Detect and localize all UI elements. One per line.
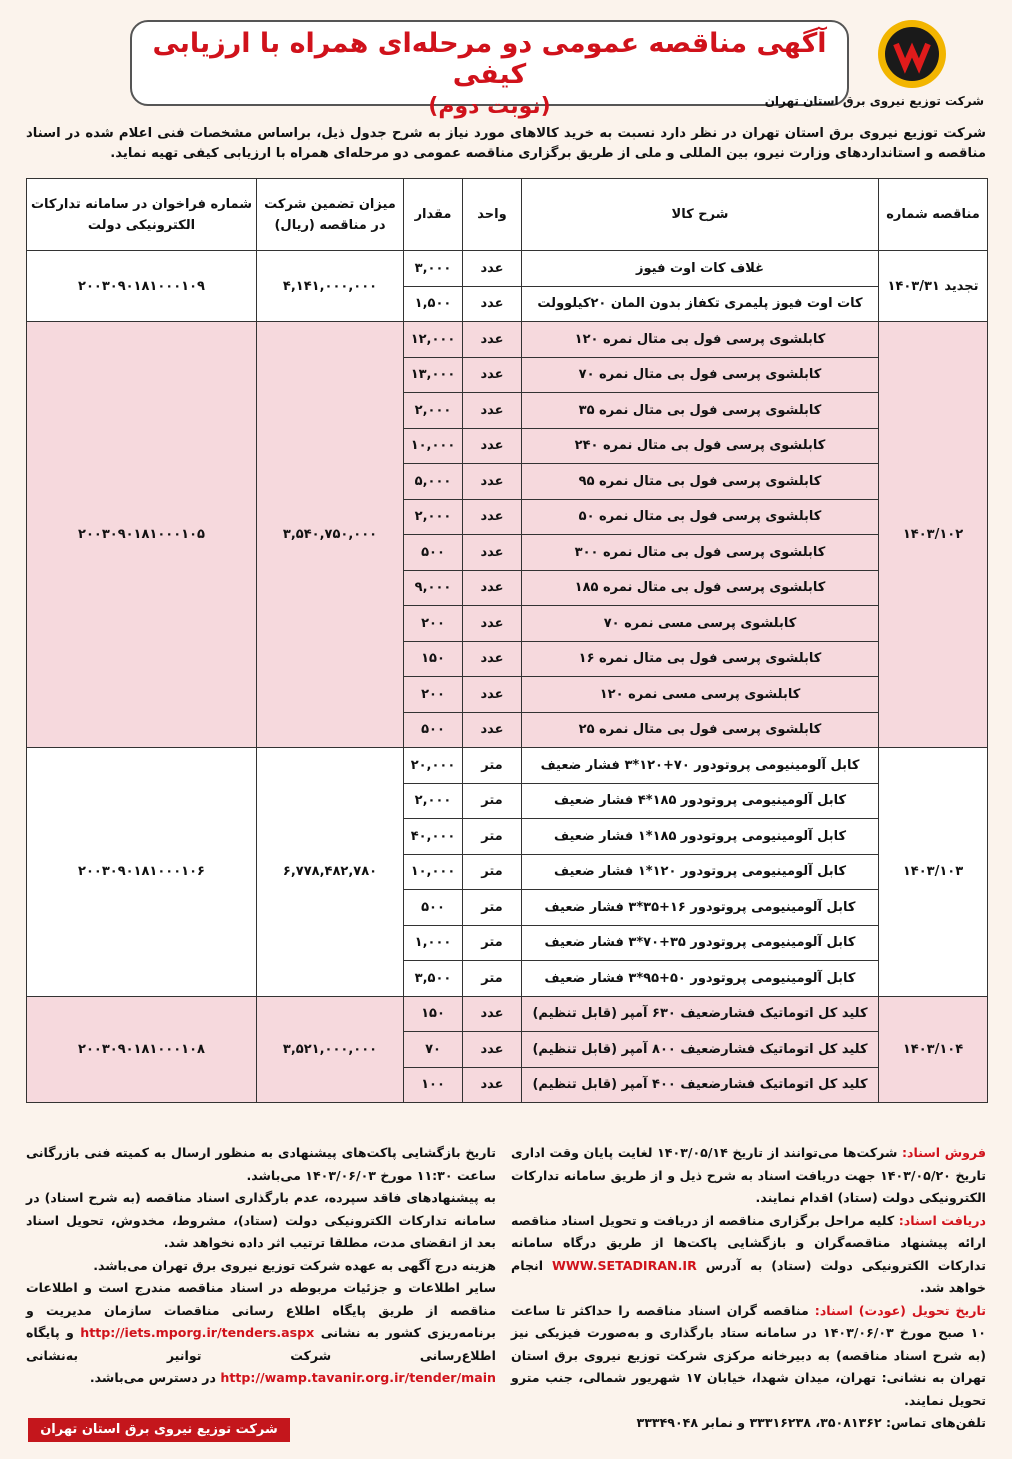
item-description: کابل آلومینیومی پروتودور ۳۵+۷۰*۳ فشار ضعیف (522, 925, 879, 961)
iets-link[interactable]: http://iets.mporg.ir/tenders.aspx (80, 1325, 315, 1340)
table-row (27, 322, 988, 358)
table-row (27, 748, 988, 784)
item-unit: متر (463, 890, 522, 926)
item-description: کابل آلومینیومی پروتودور ۱۲۰*۱ فشار ضعیف (522, 854, 879, 890)
delivery-text: مناقصه گران اسناد مناقصه را حداکثر تا ساعت ۱۰ صبح مورخ ۱۴۰۳/۰۶/۰۳ در سامانه ستاد بارگذاری و به‌صورت فیزیکی نیز (به شرح اسناد مناقصه) به دبیرخانه مرکزی شرکت توزیع نیروی برق استان تهران به نشانی: تهران، میدان شهدا، خیابان ۱۷ شهریور شمالی، جنب مترو تحویل نمایند. (511, 1302, 986, 1408)
more-info-text: سایر اطلاعات و جزئیات مربوطه در اسناد مناقصه مندرج است و اطلاعات مناقصه از طریق پایگاه اطلاع رسانی مناقصات سازمان مدیریت و برنامه‌ریزی کشور به نشانی (26, 1280, 496, 1340)
sale-label: فروش اسناد: (902, 1145, 987, 1160)
item-unit: متر (463, 783, 522, 819)
item-quantity: ۵۰۰ (404, 890, 463, 926)
footer-company-bar: شرکت توزیع نیروی برق استان تهران (28, 1418, 290, 1442)
item-description: کابل آلومینیومی پروتودور ۷۰+۱۲۰*۳ فشار ضعیف (522, 748, 879, 784)
call-number: ۲۰۰۳۰۹۰۱۸۱۰۰۰۱۰۹ (27, 251, 257, 322)
item-description: کابلشوی پرسی فول بی متال نمره ۱۲۰ (522, 322, 879, 358)
documents-info (511, 1142, 986, 1435)
phone-text: تلفن‌های تماس: ۳۵۰۸۱۳۶۲، ۳۳۳۱۶۲۳۸ و نمابر ۳۳۳۴۹۰۴۸ (636, 1415, 986, 1430)
item-description: کابل آلومینیومی پروتودور ۱۶+۳۵*۳ فشار ضعیف (522, 890, 879, 926)
item-quantity: ۱۳,۰۰۰ (404, 357, 463, 393)
item-quantity: ۵,۰۰۰ (404, 464, 463, 500)
item-quantity: ۱,۵۰۰ (404, 286, 463, 322)
guarantee-amount: ۳,۵۴۰,۷۵۰,۰۰۰ (257, 322, 404, 748)
receive-label: دریافت اسناد: (898, 1212, 986, 1228)
item-quantity: ۲۰۰ (404, 677, 463, 713)
item-quantity: ۴۰,۰۰۰ (404, 819, 463, 855)
guarantee-amount: ۶,۷۷۸,۴۸۲,۷۸۰ (257, 748, 404, 997)
rejection-text: به پیشنهادهای فاقد سپرده، عدم بارگذاری اسناد مناقصه (به شرح اسناد) در سامانه تدارکات الکترونیکی دولت (ستاد)، مشروط، مخدوش، تحویل اسناد بعد از انقضای مدت، مطلقا ترتیب اثر داده نخواهد شد. (26, 1190, 496, 1250)
page-title: آگهی مناقصه عمومی دو مرحله‌ای همراه با ارزیابی کیفی (152, 28, 827, 90)
item-description: کابل آلومینیومی پروتودور ۱۸۵*۱ فشار ضعیف (522, 819, 879, 855)
item-description: کابل آلومینیومی پروتودور ۱۸۵*۴ فشار ضعیف (522, 783, 879, 819)
item-description: کلید کل اتوماتیک فشارضعیف ۴۰۰ آمپر (قابل تنظیم) (522, 1067, 879, 1103)
item-unit: عدد (463, 322, 522, 358)
cost-text: هزینه درج آگهی به عهده شرکت توزیع نیروی برق تهران می‌باشد. (93, 1257, 496, 1273)
item-description: کابل آلومینیومی پروتودور ۵۰+۹۵*۳ فشار ضعیف (522, 961, 879, 997)
tavanir-link[interactable]: http://wamp.tavanir.org.ir/tender/main (220, 1370, 496, 1385)
item-unit: عدد (463, 677, 522, 713)
setad-link[interactable]: WWW.SETADIRAN.IR (552, 1257, 697, 1273)
item-quantity: ۵۰۰ (404, 712, 463, 748)
table-row (27, 251, 988, 287)
item-description: کلید کل اتوماتیک فشارضعیف ۸۰۰ آمپر (قابل تنظیم) (522, 1032, 879, 1068)
receive-end: انجام خواهد شد. (511, 1257, 986, 1295)
page-subtitle: (نوبت دوم) (428, 94, 551, 119)
call-number: ۲۰۰۳۰۹۰۱۸۱۰۰۰۱۰۵ (27, 322, 257, 748)
item-unit: عدد (463, 251, 522, 287)
tender-number: ۱۴۰۳/۱۰۳ (879, 748, 988, 997)
item-description: کابلشوی پرسی فول بی متال نمره ۲۵ (522, 712, 879, 748)
item-unit: عدد (463, 1067, 522, 1103)
item-description: کابلشوی پرسی مسی نمره ۷۰ (522, 606, 879, 642)
tender-table (26, 178, 988, 1103)
col-quantity: مقدار (404, 179, 463, 251)
item-quantity: ۷۰ (404, 1032, 463, 1068)
opening-info (26, 1142, 496, 1390)
item-quantity: ۱۲,۰۰۰ (404, 322, 463, 358)
item-quantity: ۱۰,۰۰۰ (404, 428, 463, 464)
tender-number: ۱۴۰۳/۱۰۴ (879, 996, 988, 1103)
item-unit: متر (463, 854, 522, 890)
item-quantity: ۵۰۰ (404, 535, 463, 571)
item-quantity: ۲,۰۰۰ (404, 499, 463, 535)
item-unit: عدد (463, 712, 522, 748)
item-quantity: ۱,۰۰۰ (404, 925, 463, 961)
guarantee-amount: ۴,۱۴۱,۰۰۰,۰۰۰ (257, 251, 404, 322)
item-unit: عدد (463, 428, 522, 464)
item-description: کابلشوی پرسی فول بی متال نمره ۵۰ (522, 499, 879, 535)
item-description: کابلشوی پرسی فول بی متال نمره ۷۰ (522, 357, 879, 393)
item-quantity: ۲,۰۰۰ (404, 783, 463, 819)
item-unit: عدد (463, 357, 522, 393)
item-description: کابلشوی پرسی مسی نمره ۱۲۰ (522, 677, 879, 713)
item-unit: عدد (463, 535, 522, 571)
delivery-label: تاریخ تحویل (عودت) اسناد: (814, 1302, 986, 1318)
sale-text: شرکت‌ها می‌توانند از تاریخ ۱۴۰۳/۰۵/۱۴ لغایت پایان وقت اداری تاریخ ۱۴۰۳/۰۵/۲۰ جهت دریافت اسناد به شرح ذیل و از طریق سامانه تدارکات الکترونیکی دولت (ستاد) اقدام نمایند. (511, 1145, 986, 1205)
item-description: غلاف کات اوت فیوز (522, 251, 879, 287)
col-call-no: شماره فراخوان در سامانه تدارکات الکترونیکی دولت (27, 179, 257, 251)
item-quantity: ۲۰۰ (404, 606, 463, 642)
item-unit: عدد (463, 464, 522, 500)
receive-text: کلیه مراحل برگزاری مناقصه از دریافت و تحویل اسناد مناقصه ارائه پیشنهاد مناقصه‌گران و بازگشایی پاکت‌ها از طریق درگاه سامانه تدارکات الکترونیکی دولت (ستاد) به آدرس (511, 1212, 986, 1273)
item-description: کابلشوی پرسی فول بی متال نمره ۳۵ (522, 393, 879, 429)
item-unit: عدد (463, 499, 522, 535)
available-text: در دسترس می‌باشد. (89, 1370, 216, 1385)
item-quantity: ۱۰۰ (404, 1067, 463, 1103)
item-unit: عدد (463, 606, 522, 642)
item-unit: متر (463, 819, 522, 855)
item-quantity: ۱۰,۰۰۰ (404, 854, 463, 890)
tender-number: ۱۴۰۳/۱۰۲ (879, 322, 988, 748)
col-tender-no: مناقصه شماره (879, 179, 988, 251)
item-quantity: ۲,۰۰۰ (404, 393, 463, 429)
item-quantity: ۹,۰۰۰ (404, 570, 463, 606)
item-quantity: ۱۵۰ (404, 641, 463, 677)
item-unit: عدد (463, 286, 522, 322)
item-unit: عدد (463, 641, 522, 677)
opening-date-text: تاریخ بازگشایی پاکت‌های پیشنهادی به منظور ارسال به کمیته فنی بازرگانی ساعت ۱۱:۳۰ مورخ ۱۴۰۳/۰۶/۰۳ می‌باشد. (26, 1145, 496, 1183)
col-guarantee: میزان تضمین شرکت در مناقصه (ریال) (257, 179, 404, 251)
table-row (27, 996, 988, 1032)
item-quantity: ۳,۵۰۰ (404, 961, 463, 997)
col-unit: واحد (463, 179, 522, 251)
tavanir-text: و پایگاه اطلاع‌رسانی شرکت توانیر به‌نشانی (26, 1325, 496, 1363)
item-quantity: ۲۰,۰۰۰ (404, 748, 463, 784)
item-description: کابلشوی پرسی فول بی متال نمره ۹۵ (522, 464, 879, 500)
header-box (130, 20, 849, 119)
item-description: کلید کل اتوماتیک فشارضعیف ۶۳۰ آمپر (قابل تنظیم) (522, 996, 879, 1032)
item-unit: عدد (463, 570, 522, 606)
item-description: کابلشوی پرسی فول بی متال نمره ۳۰۰ (522, 535, 879, 571)
company-logo-icon (872, 14, 952, 94)
intro-paragraph: شرکت توزیع نیروی برق استان تهران در نظر دارد نسبت به خرید کالاهای مورد نیاز به شرح جدول ذیل، براساس مشخصات فنی اعلام شده در اسناد مناقصه و استانداردهای وزارت نیرو، بین المللی و ملی از طریق برگزاری مناقصه عمومی دو مرحله‌ای همراه با ارزیابی کیفی تهیه نماید. (26, 126, 986, 161)
item-unit: عدد (463, 1032, 522, 1068)
tender-number: تجدید ۱۴۰۳/۳۱ (879, 251, 988, 322)
call-number: ۲۰۰۳۰۹۰۱۸۱۰۰۰۱۰۸ (27, 996, 257, 1103)
item-quantity: ۳,۰۰۰ (404, 251, 463, 287)
item-description: کابلشوی پرسی فول بی متال نمره ۱۸۵ (522, 570, 879, 606)
item-unit: عدد (463, 996, 522, 1032)
guarantee-amount: ۳,۵۲۱,۰۰۰,۰۰۰ (257, 996, 404, 1103)
col-description: شرح کالا (522, 179, 879, 251)
item-unit: متر (463, 748, 522, 784)
item-unit: متر (463, 925, 522, 961)
item-description: کات اوت فیوز پلیمری تکفاز بدون المان ۲۰کیلوولت (522, 286, 879, 322)
item-unit: متر (463, 961, 522, 997)
company-name: شرکت توزیع نیروی برق استان تهران (764, 94, 984, 108)
call-number: ۲۰۰۳۰۹۰۱۸۱۰۰۰۱۰۶ (27, 748, 257, 997)
item-description: کابلشوی پرسی فول بی متال نمره ۱۶ (522, 641, 879, 677)
item-unit: عدد (463, 393, 522, 429)
item-description: کابلشوی پرسی فول بی متال نمره ۲۴۰ (522, 428, 879, 464)
item-quantity: ۱۵۰ (404, 996, 463, 1032)
